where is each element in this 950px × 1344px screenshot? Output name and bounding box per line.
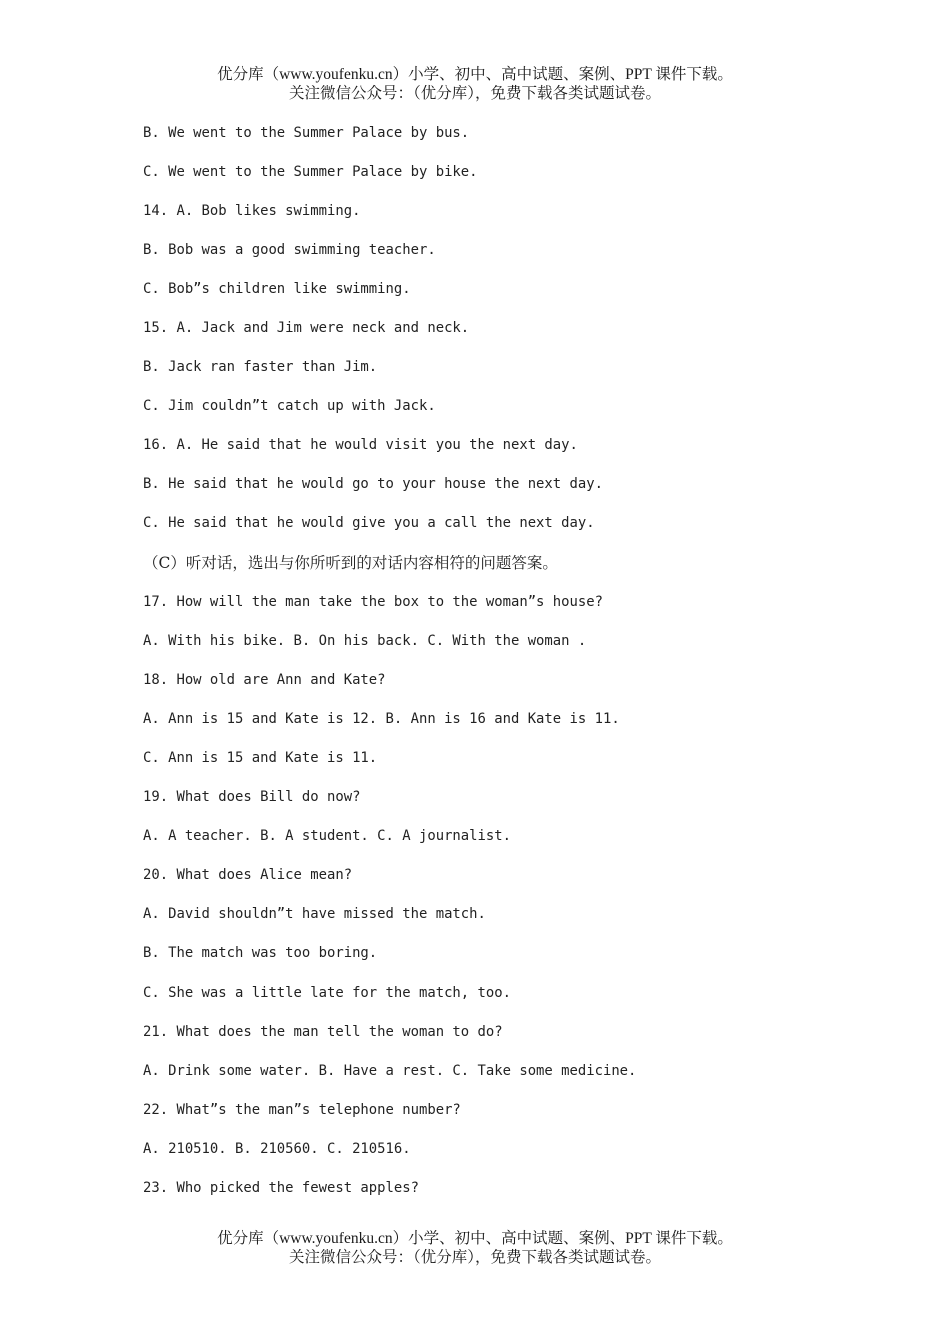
q21-question: 21. What does the man tell the woman to do? <box>143 1024 503 1040</box>
q23-question: 23. Who picked the fewest apples? <box>143 1180 419 1196</box>
section-c-instruction: （C）听对话，选出与你所听到的对话内容相符的问题答案。 <box>143 554 558 572</box>
q20-option-b: B. The match was too boring. <box>143 945 378 961</box>
q15-option-a: 15. A. Jack and Jim were neck and neck. <box>143 320 470 336</box>
q19-options: A. A teacher. B. A student. C. A journalist. <box>143 828 511 844</box>
q14-option-a: 14. A. Bob likes swimming. <box>143 203 361 219</box>
q16-option-c: C. He said that he would give you a call the next day. <box>143 515 595 531</box>
q22-question: 22. What”s the man”s telephone number? <box>143 1102 461 1118</box>
q16-option-b: B. He said that he would go to your house the next day. <box>143 476 603 492</box>
header-wechat-line: 关注微信公众号：（优分库），免费下载各类试题试卷。 <box>288 85 661 102</box>
page-header <box>0 65 950 103</box>
footer-site-line: 优分库（www.youfenku.cn）小学、初中、高中试题、案例、PPT 课件下载。 <box>217 1230 733 1247</box>
q22-options: A. 210510. B. 210560. C. 210516. <box>143 1141 411 1157</box>
q15-option-c: C. Jim couldn”t catch up with Jack. <box>143 398 436 414</box>
q17-options: A. With his bike. B. On his back. C. With the woman . <box>143 633 587 649</box>
q20-question: 20. What does Alice mean? <box>143 867 353 883</box>
q18-option-c: C. Ann is 15 and Kate is 11. <box>143 750 378 766</box>
header-site-line: 优分库（www.youfenku.cn）小学、初中、高中试题、案例、PPT 课件下载。 <box>217 66 733 83</box>
q18-question: 18. How old are Ann and Kate? <box>143 672 386 688</box>
q20-option-a: A. David shouldn”t have missed the match. <box>143 906 486 922</box>
q17-question: 17. How will the man take the box to the woman”s house? <box>143 594 603 610</box>
q21-options: A. Drink some water. B. Have a rest. C. Take some medicine. <box>143 1063 637 1079</box>
q15-option-b: B. Jack ran faster than Jim. <box>143 359 378 375</box>
page-footer <box>0 1229 950 1267</box>
q13-option-b: B. We went to the Summer Palace by bus. <box>143 125 470 141</box>
q16-option-a: 16. A. He said that he would visit you the next day. <box>143 437 578 453</box>
footer-wechat-line: 关注微信公众号：（优分库），免费下载各类试题试卷。 <box>288 1249 661 1266</box>
q19-question: 19. What does Bill do now? <box>143 789 361 805</box>
q13-option-c: C. We went to the Summer Palace by bike. <box>143 164 478 180</box>
q18-options-ab: A. Ann is 15 and Kate is 12. B. Ann is 16 and Kate is 11. <box>143 711 620 727</box>
q14-option-b: B. Bob was a good swimming teacher. <box>143 242 436 258</box>
q14-option-c: C. Bob”s children like swimming. <box>143 281 411 297</box>
q20-option-c: C. She was a little late for the match, too. <box>143 985 511 1001</box>
